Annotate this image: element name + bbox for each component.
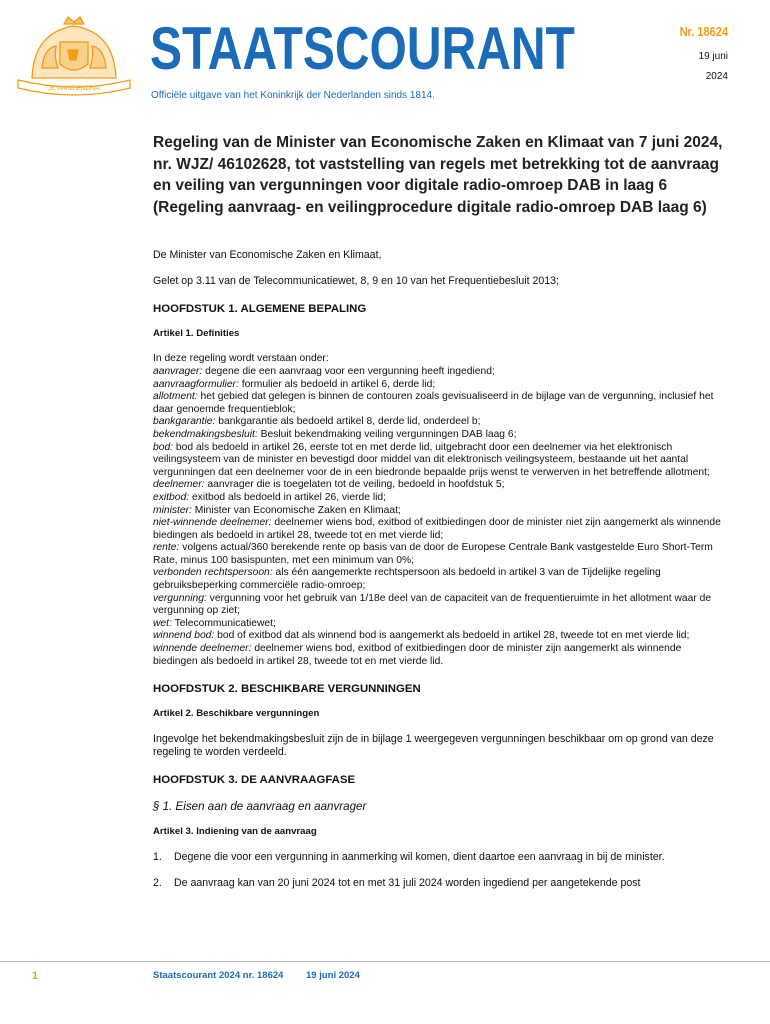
article-1-heading: Artikel 1. Definities (153, 328, 240, 340)
definition-text: bod als bedoeld in artikel 26, eerste tot en met derde lid, uitgebracht door een deelnemer via het elektronisch veilingsysteem van de minister en bevestigd door middel van dit elektronisch veilingsysteem, bestaande uit het aantal vergunningen dat een deelnemer voor de in een biedronde bepaalde prijs wenst te verwerven in het betreffende allotment; (153, 441, 710, 478)
definition-item (153, 643, 723, 668)
definition-term: winnend bod: (153, 630, 215, 642)
definition-text: degene die een aanvraag voor een vergunning heeft ingediend; (202, 365, 495, 377)
list-item (153, 851, 723, 864)
definition-term: rente: (153, 542, 180, 554)
list-item-text: Degene die voor een vergunning in aanmerking wil komen, dient daartoe een aanvraag in bij de minister. (174, 851, 665, 864)
document-body (153, 132, 723, 903)
definition-text: Besluit bekendmaking veiling vergunningen DAB laag 6; (257, 428, 517, 440)
royal-coat-of-arms-logo (12, 14, 136, 98)
definition-item (153, 416, 723, 429)
intro-minister: De Minister van Economische Zaken en Klimaat, (153, 249, 382, 262)
page-number: 1 (32, 970, 39, 982)
footer-divider (0, 961, 770, 962)
definition-text: vergunning voor het gebruik van 1/18e deel van de capaciteit van de frequentieruimte in het allotment waar de vergunning op ziet; (153, 592, 712, 617)
definition-term: bankgarantie: (153, 416, 216, 428)
footer-date: 19 juni 2024 (306, 970, 360, 981)
article-2-heading: Artikel 2. Beschikbare vergunningen (153, 708, 320, 720)
definition-term: exitbod: (153, 491, 190, 503)
definition-text: volgens actual/360 berekende rente op basis van de door de Europese Centrale Bank vastgestelde Euro Short-Term Rate, minus 100 basispunten, met een minimum van 0%; (153, 542, 713, 566)
chapter-2-heading: HOOFDSTUK 2. BESCHIKBARE VERGUNNINGEN (153, 683, 421, 696)
definition-text: Telecommunicatiewet; (171, 617, 276, 629)
definition-item (153, 479, 723, 492)
definitions-intro: In deze regeling wordt verstaan onder: (153, 353, 329, 365)
definition-item (153, 379, 723, 392)
definition-item (153, 542, 723, 567)
definition-text: formulier als bedoeld in artikel 6, derde lid; (238, 378, 436, 390)
definition-item (153, 618, 723, 631)
list-item-text: De aanvraag kan van 20 juni 2024 tot en met 31 juli 2024 worden ingediend per aangetekende post (174, 877, 641, 890)
list-item-number: 1. (153, 851, 162, 864)
definition-term: winnende deelnemer: (153, 643, 252, 655)
definition-term: deelnemer: (153, 479, 205, 491)
article-3-heading: Artikel 3. Indiening van de aanvraag (153, 826, 317, 838)
article-3-list (153, 851, 723, 890)
issue-number: Nr. 18624 (679, 24, 728, 39)
definition-text: exitbod als bedoeld in artikel 26, vierde lid; (189, 491, 386, 503)
definition-term: aanvrager: (153, 365, 203, 377)
definition-text: bod of exitbod dat als winnend bod is aangemerkt als bedoeld in artikel 28, tweede tot en met vierde lid; (214, 630, 690, 642)
definition-term: minister: (153, 504, 192, 516)
definition-text: het gebied dat gelegen is binnen de contouren zoals gevisualiseerd in de bijlage van de vergunning, inclusief het daar genoemde frequentieblok; (153, 391, 714, 415)
definition-item (153, 442, 723, 480)
section-1-heading: § 1. Eisen aan de aanvraag en aanvrager (153, 800, 367, 814)
list-item-number: 2. (153, 877, 162, 890)
definition-text: bankgarantie als bedoeld artikel 8, derde lid, onderdeel b; (215, 416, 481, 428)
definition-item (153, 630, 723, 643)
definition-term: bekendmakingsbesluit: (153, 428, 258, 440)
definitions-list (153, 353, 723, 668)
masthead-title: STAATSCOURANT (150, 15, 575, 82)
definition-item (153, 517, 723, 542)
definition-term: vergunning: (153, 592, 207, 604)
definition-item (153, 567, 723, 592)
definition-text: als één aangemerkte rechtspersoon als bedoeld in artikel 3 van de Tijdelijke regeling gebruiksbeperking commerciële radio-omroep; (153, 567, 661, 592)
definition-text: deelnemer wiens bod, exitbod of exitbiedingen door de minister niet zijn aangemerkt als winnende biedingen als bedoeld in artikel 28, tweede tot en met vierde lid; (153, 517, 721, 541)
definition-term: bod: (153, 441, 174, 453)
definition-item (153, 366, 723, 379)
definition-item (153, 492, 723, 505)
definition-term: aanvraagformulier: (153, 378, 239, 390)
definition-item (153, 505, 723, 518)
definition-item (153, 391, 723, 416)
definition-text: deelnemer wiens bod, exitbod of exitbiedingen door de minister zijn aangemerkt als winnende biedingen als bedoeld in artikel 28, tweede tot en met vierde lid. (153, 643, 682, 667)
footer-publication: Staatscourant 2024 nr. 18624 (153, 970, 284, 981)
list-item (153, 877, 723, 890)
definition-item (153, 593, 723, 618)
definition-text: aanvrager die is toegelaten tot de veiling, bedoeld in hoofdstuk 5; (204, 479, 505, 491)
crest-motto: JE MAINTIENDRAI (48, 86, 100, 92)
chapter-3-heading: HOOFDSTUK 3. DE AANVRAAGFASE (153, 774, 356, 787)
definition-term: allotment: (153, 391, 198, 403)
chapter-1-heading: HOOFDSTUK 1. ALGEMENE BEPALING (153, 303, 367, 316)
issue-info (671, 24, 728, 82)
issue-day: 19 juni (698, 51, 728, 62)
masthead-tagline: Officiële uitgave van het Koninkrijk der Nederlanden sinds 1814. (151, 90, 435, 101)
issue-year: 2024 (705, 71, 728, 82)
definition-item (153, 429, 723, 442)
document-title: Regeling van de Minister van Economische Zaken en Klimaat van 7 juni 2024, nr. WJZ/ 46102628, tot vaststelling van regels met betrekking tot de aanvraag en veiling van vergunningen voor digitale radio-omroep DAB in laag 6 (Regeling aanvraag- en veilingprocedure digitale radio-omroep DAB laag 6) (153, 134, 723, 216)
definition-term: niet-winnende deelnemer: (153, 517, 272, 529)
intro-gelet-op: Gelet op 3.11 van de Telecommunicatiewet, 8, 9 en 10 van het Frequentiebesluit 2013; (153, 275, 559, 288)
article-2-text: Ingevolge het bekendmakingsbesluit zijn de in bijlage 1 weergegeven vergunningen beschikbaar om op grond van deze regeling te worden verdeeld. (153, 733, 714, 759)
definition-text: Minister van Economische Zaken en Klimaat; (191, 504, 401, 516)
definition-term: verbonden rechtspersoon: (153, 567, 273, 579)
definition-term: wet: (153, 617, 172, 629)
